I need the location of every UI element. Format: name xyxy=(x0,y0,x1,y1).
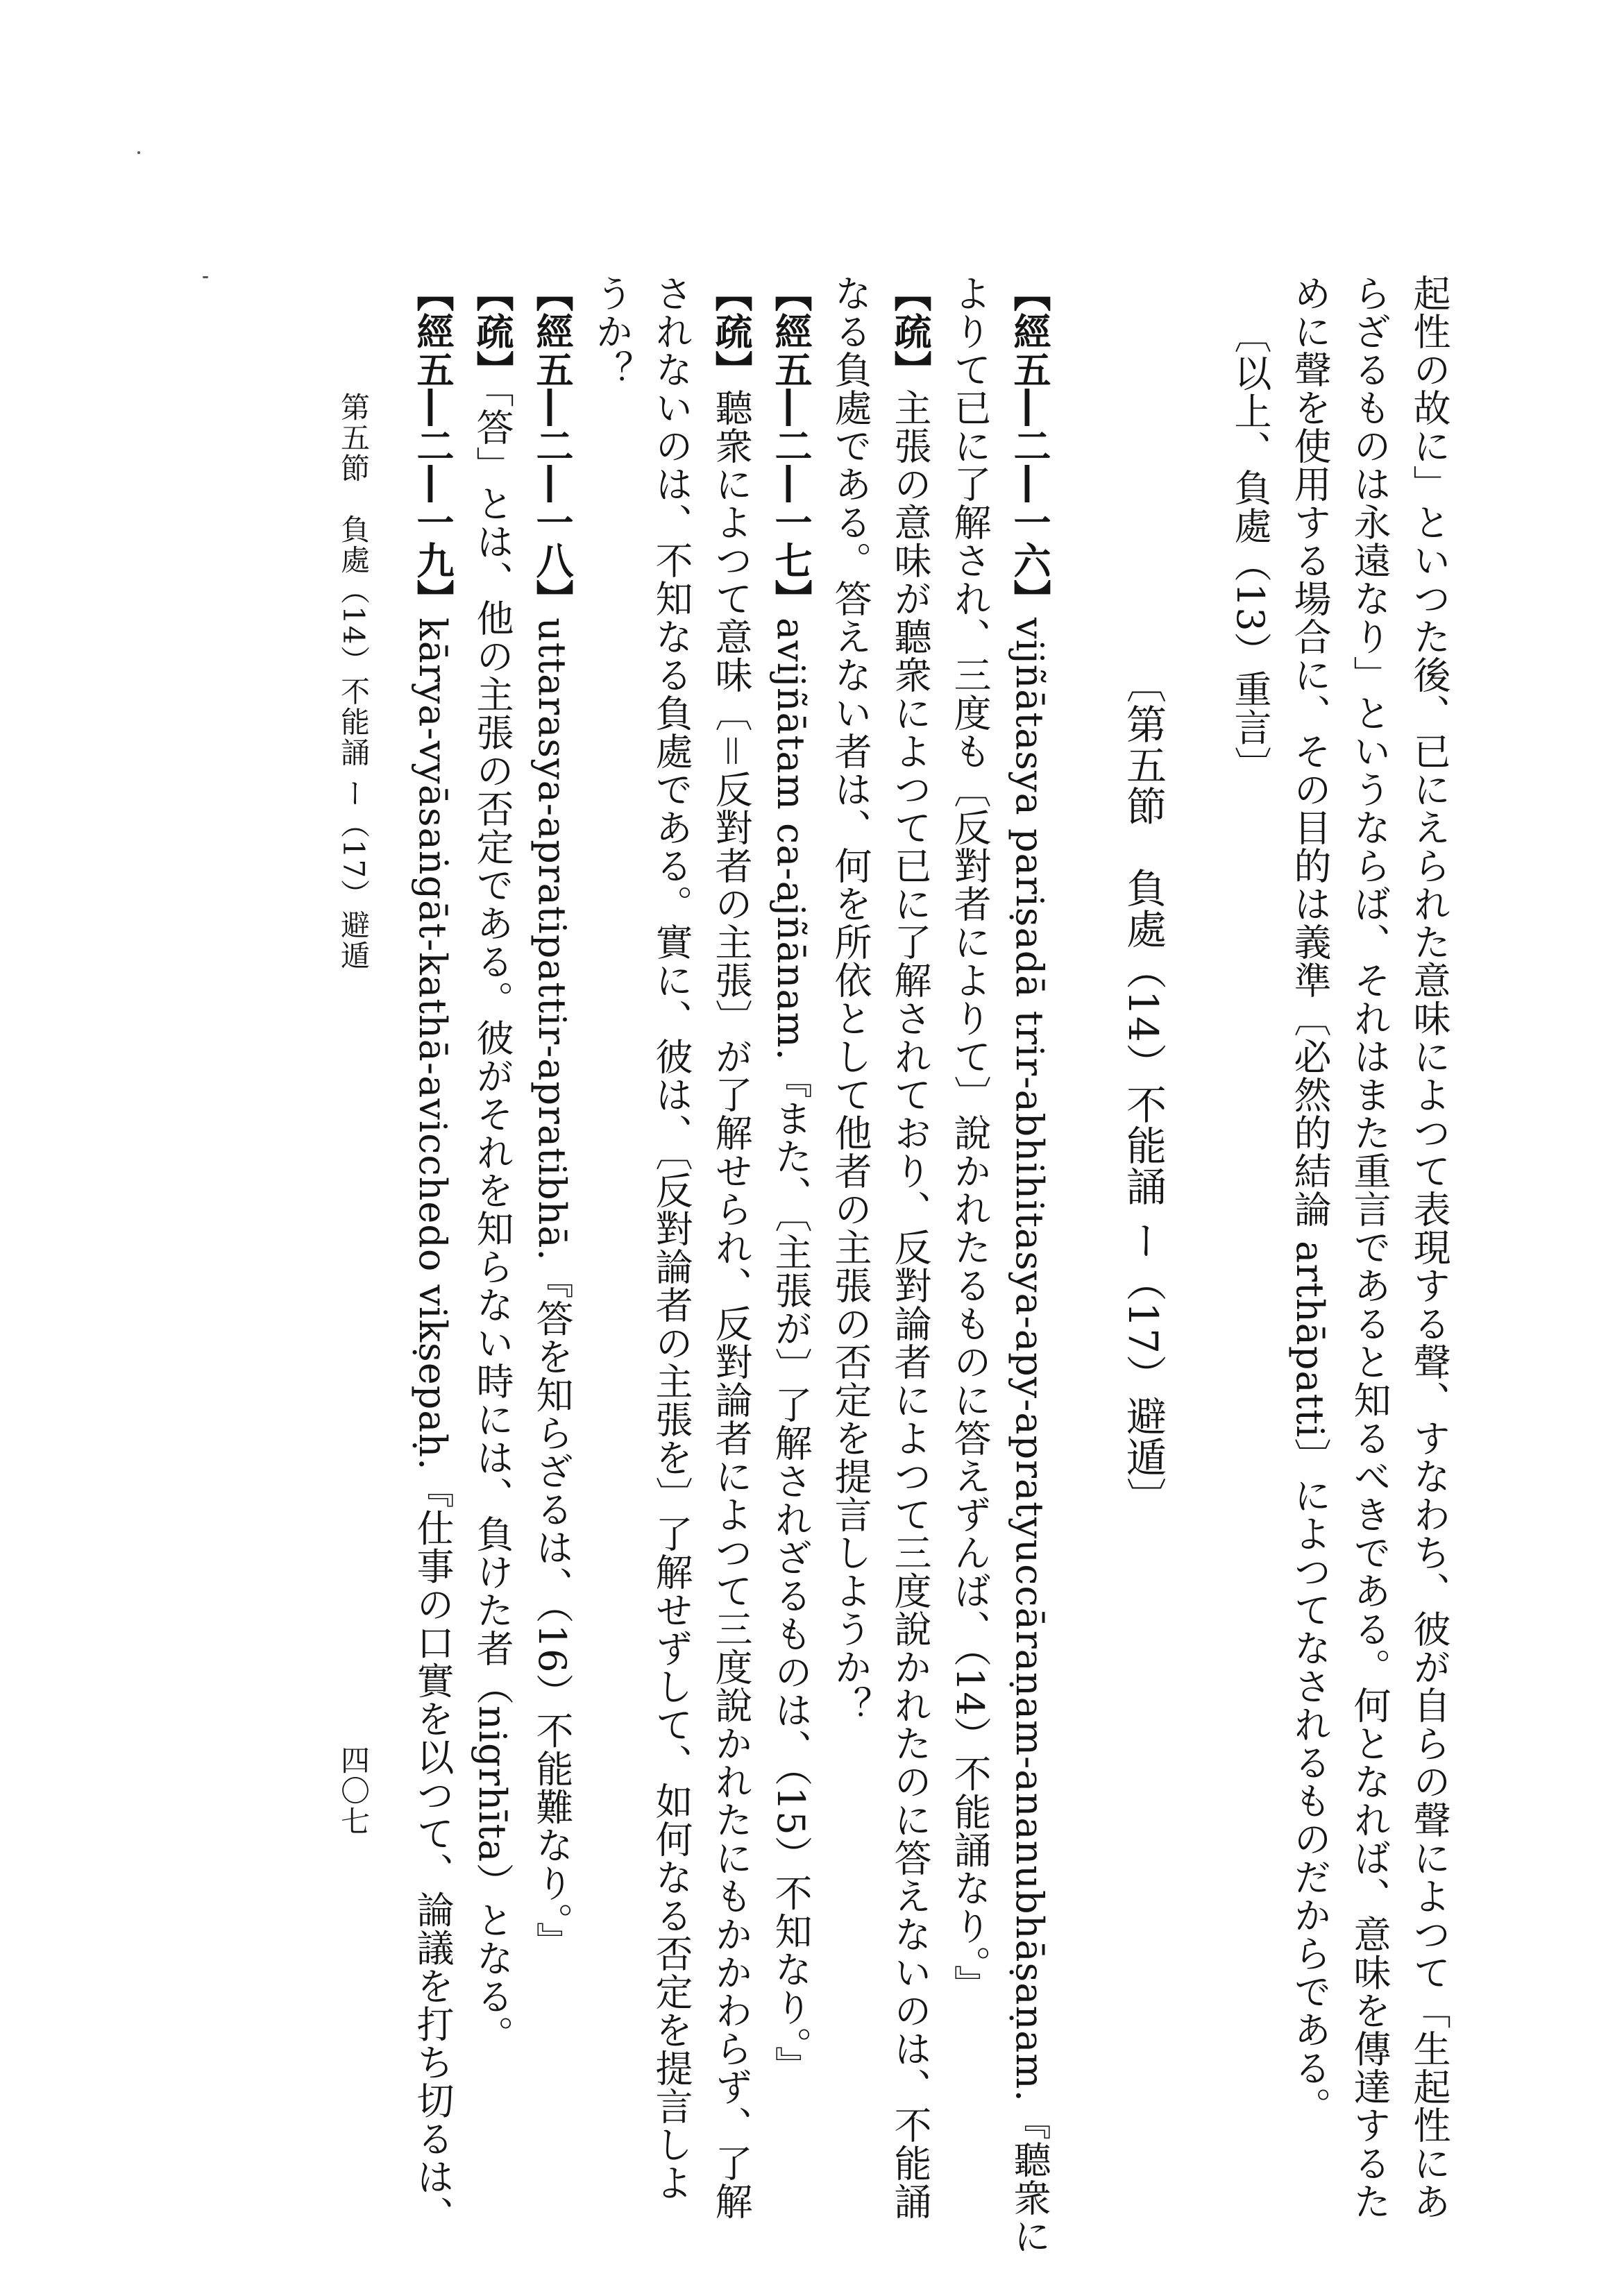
commentary-2-line-1 xyxy=(709,274,753,2220)
commentary-1-line-1 xyxy=(888,274,932,2220)
commentary-1-line-2 xyxy=(829,274,872,1724)
commentary-2-line-3 xyxy=(590,274,634,389)
column-text: らざるものは永遠なり」というならば、それはまた重言であると知るべきである。何となれば、意味を傳達するた xyxy=(1348,274,1392,2220)
text-column-2 xyxy=(1348,274,1392,2220)
sutra-text: avijñātam ca-ajñānam.『また、〔主張が〕了解されざるものは、（15）不知なり。』 xyxy=(769,618,813,2084)
page-number: 四〇七 xyxy=(337,1745,371,1837)
commentary-text: されないのは、不知なる負處である。實に、彼は、〔反對論者の主張を〕了解せずして、如何なる否定を提言しよ xyxy=(650,274,693,2202)
sutra-5-2-16-line-2 xyxy=(948,274,992,2003)
sutra-marker: 【經五―二―一九】 xyxy=(411,274,455,618)
column-text: 起性の故に」といつた後、已にえられた意味によつて表現する聲、すなわち、彼が自らの聲によつて「生起性にあ xyxy=(1407,274,1451,2220)
commentary-3-line-1 xyxy=(471,274,514,2054)
scan-speck xyxy=(203,276,208,278)
sutra-marker: 【經五―二―一七】 xyxy=(769,274,813,618)
sutra-marker: 【經五―二―一六】 xyxy=(1008,274,1051,618)
sutra-5-2-16-line-1 xyxy=(1008,274,1051,2255)
commentary-text: 聽衆によつて意味〔＝反對者の主張〕が了解せられ、反對論者によつて三度說かれたにもかかわらず、了解 xyxy=(709,389,753,2220)
running-title: 第五節 負處（14）不能誦 ー（17）避遁 xyxy=(337,392,371,971)
commentary-2-line-2 xyxy=(650,274,693,2202)
sutra-text: uttarasya-apratipattir-apratibhā.『答を知らざるは、（16）不能難なり。』 xyxy=(530,618,574,1960)
commentary-marker: 【疏】 xyxy=(709,274,753,389)
commentary-text: なる負處である。答えない者は、何を所依として他者の主張の否定を提言しようか？ xyxy=(829,274,872,1724)
sutra-text: kārya-vyāsaṅgāt-kathā-avicchedo vikṣepaḥ.『仕事の口實を以つて、論議を打ち切るは、 xyxy=(411,618,455,2234)
commentary-text: うか？ xyxy=(590,274,634,389)
sutra-5-2-17-line-1 xyxy=(769,274,813,2084)
sutra-5-2-19-line-1 xyxy=(411,274,455,2234)
sutra-text: よりて已に了解され、三度も〔反對者によりて〕說かれたるものに答えずんば、（14）不能誦なり。』 xyxy=(948,274,992,2003)
previous-section-attribution: 〔以上、負處（13）重言〕 xyxy=(1228,316,1272,785)
scan-speck xyxy=(137,151,140,154)
sutra-5-2-18-line-1 xyxy=(530,274,574,1960)
sutra-marker: 【經五―二―一八】 xyxy=(530,274,574,618)
commentary-marker: 【疏】 xyxy=(888,274,932,389)
sutra-text: vijñātasya pariṣadā trir-abhihitasya-apy-apratyuccāraṇam-ananubhāṣaṇam.『聽衆に xyxy=(1008,618,1051,2255)
commentary-text: 「答」とは、他の主張の否定である。彼がそれを知らない時には、負けた者（nigrhīta）となる。 xyxy=(471,389,514,2054)
text-column-1 xyxy=(1407,274,1451,2220)
commentary-text: 主張の意味が聽衆によつて已に了解されており、反對論者によつて三度說かれたのに答えないのは、不能誦 xyxy=(888,389,932,2220)
commentary-marker: 【疏】 xyxy=(471,274,514,389)
text-column-3 xyxy=(1288,274,1332,2125)
section-heading: 〔第五節 負處（14）不能誦 ー（17）避遁〕 xyxy=(1119,663,1167,1519)
column-text: めに聲を使用する場合に、その目的は義準〔必然的結論 arthāpatti〕によつてなされるものだからである。 xyxy=(1288,274,1332,2125)
